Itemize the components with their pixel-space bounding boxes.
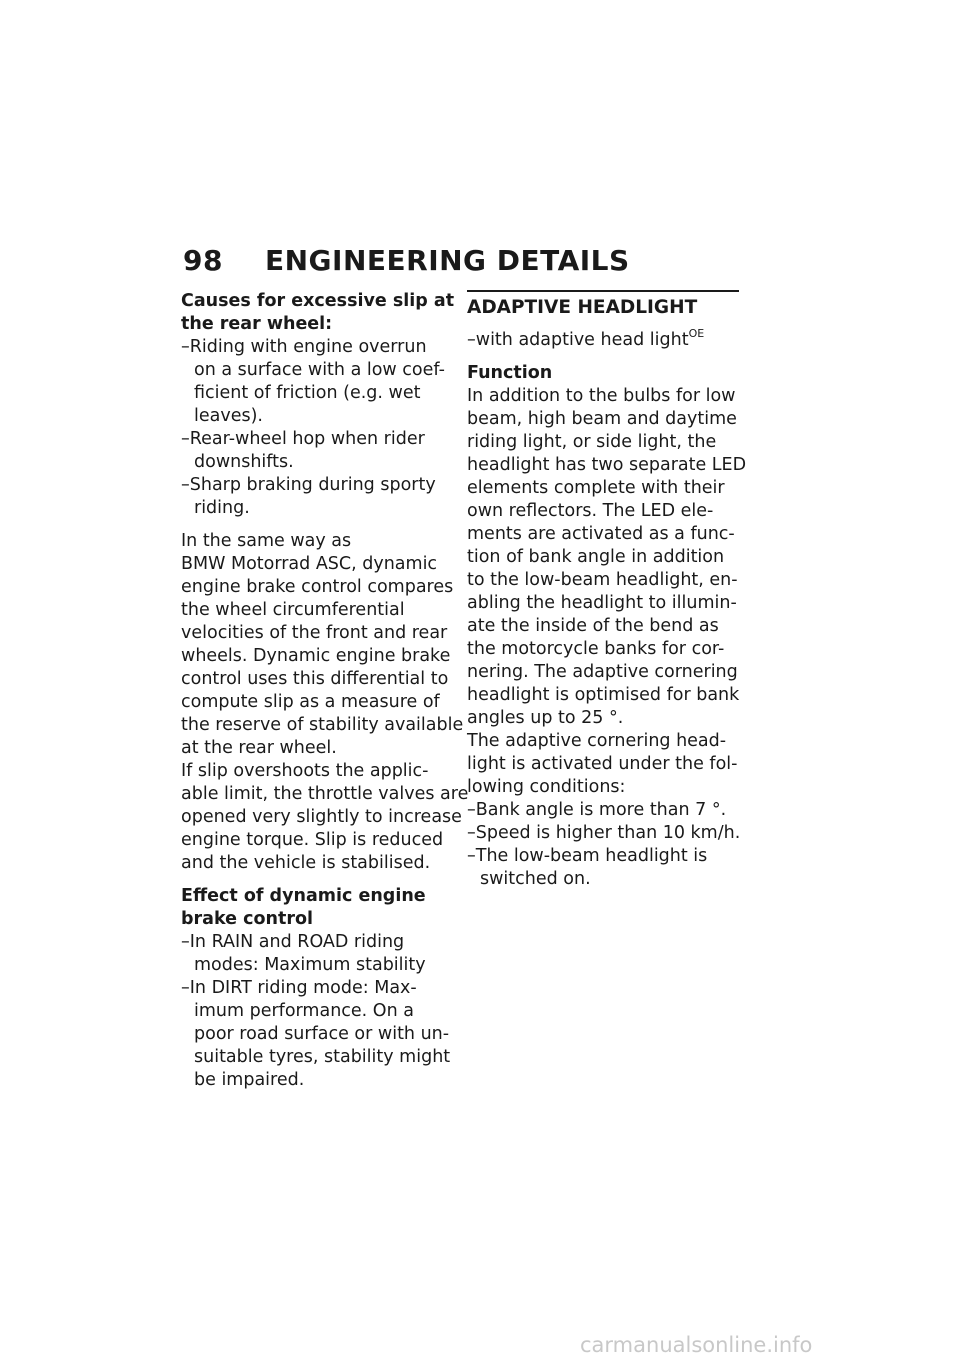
heading-causes-line-1: Causes for excessive slip at (181, 291, 455, 311)
paragraph-line: velocities of the front and rear (181, 623, 448, 643)
list-item-text: modes: Maximum stability (194, 955, 426, 975)
list-item-text: riding. (194, 498, 250, 518)
paragraph-line: able limit, the throttle valves are (181, 784, 469, 804)
list-item (181, 336, 451, 428)
list-item-text: –The low-beam headlight is (467, 846, 708, 866)
paragraph-line: engine torque. Slip is reduced (181, 830, 444, 850)
list-item-text: imum performance. On a (194, 1001, 414, 1021)
paragraph-line: riding light, or side light, the (467, 432, 717, 452)
spacer (181, 875, 451, 885)
paragraph-line: In the same way as (181, 531, 352, 551)
paragraph-line: compute slip as a measure of (181, 692, 440, 712)
list-item-text: –Bank angle is more than 7 °. (467, 800, 727, 820)
list-item (467, 845, 739, 891)
list-item-text: suitable tyres, stability might (194, 1047, 451, 1067)
list-item-text: –In RAIN and ROAD riding (181, 932, 405, 952)
option-equipment-mark: OE (688, 327, 705, 340)
list-item-text: downshifts. (194, 452, 294, 472)
list-item-text: poor road surface or with un- (194, 1024, 450, 1044)
paragraph-line: headlight is optimised for bank (467, 685, 740, 705)
list-item-text: on a surface with a low coef- (194, 360, 445, 380)
paragraph-line: ate the inside of the bend as (467, 616, 719, 636)
paragraph-line: headlight has two separate LED (467, 455, 747, 475)
paragraph-asc (181, 530, 469, 875)
list-conditions (467, 799, 739, 891)
paragraph-line: In addition to the bulbs for low (467, 386, 736, 406)
heading-causes-line-2: the rear wheel: (181, 314, 333, 334)
paragraph-line: ments are activated as a func- (467, 524, 735, 544)
list-item-text: –In DIRT riding mode: Max- (181, 978, 417, 998)
section-title: ADAPTIVE HEADLIGHT (467, 290, 739, 319)
right-column (467, 290, 747, 891)
paragraph-line: abling the headlight to illumin- (467, 593, 737, 613)
paragraph-line: lowing conditions: (467, 777, 626, 797)
paragraph-line: angles up to 25 °. (467, 708, 624, 728)
page-number: 98 (183, 244, 223, 277)
list-item (181, 977, 451, 1092)
paragraph-line: the wheel circumferential (181, 600, 405, 620)
paragraph-line: wheels. Dynamic engine brake (181, 646, 451, 666)
paragraph-line: light is activated under the fol- (467, 754, 738, 774)
list-causes (181, 336, 451, 520)
watermark: carmanualsonline.info (580, 1333, 813, 1357)
paragraph-line: to the low-beam headlight, en- (467, 570, 738, 590)
list-item (467, 822, 739, 845)
paragraph-line: the reserve of stability available (181, 715, 464, 735)
spacer (181, 520, 451, 530)
list-item-text: be impaired. (194, 1070, 305, 1090)
paragraph-line: and the vehicle is stabilised. (181, 853, 431, 873)
paragraph-line: BMW Motorrad ASC, dynamic (181, 554, 438, 574)
list-item-text: leaves). (194, 406, 263, 426)
list-item-text: switched on. (480, 869, 591, 889)
option-line (467, 329, 739, 352)
list-item-text: –Speed is higher than 10 km/h. (467, 823, 741, 843)
option-text: –with adaptive head light (467, 330, 689, 350)
paragraph-line: elements complete with their (467, 478, 725, 498)
list-item (467, 799, 739, 822)
paragraph-line: beam, high beam and daytime (467, 409, 737, 429)
spacer (467, 352, 739, 362)
paragraph-line: engine brake control compares (181, 577, 454, 597)
paragraph-line: nering. The adaptive cornering (467, 662, 738, 682)
list-effect (181, 931, 451, 1092)
paragraph-line: tion of bank angle in addition (467, 547, 725, 567)
paragraph-line: control uses this differential to (181, 669, 449, 689)
heading-effect-line-2: brake control (181, 909, 313, 929)
paragraph-line: at the rear wheel. (181, 738, 337, 758)
paragraph-line: opened very slightly to increase (181, 807, 462, 827)
list-item (181, 474, 451, 520)
list-item (181, 428, 451, 474)
list-item-text: ficient of friction (e.g. wet (194, 383, 421, 403)
list-item-text: –Sharp braking during sporty (181, 475, 436, 495)
paragraph-line: the motorcycle banks for cor- (467, 639, 725, 659)
paragraph-function (467, 385, 747, 799)
list-item-text: –Riding with engine overrun (181, 337, 427, 357)
paragraph-line: own reflectors. The LED ele- (467, 501, 714, 521)
page-header (183, 241, 630, 281)
subheading-function: Function (467, 363, 553, 383)
heading-effect-line-1: Effect of dynamic engine (181, 886, 426, 906)
paragraph-line: If slip overshoots the applic- (181, 761, 429, 781)
paragraph-line: The adaptive cornering head- (467, 731, 727, 751)
chapter-title: ENGINEERING DETAILS (265, 244, 630, 277)
list-item (181, 931, 451, 977)
left-column (181, 290, 469, 1092)
list-item-text: –Rear-wheel hop when rider (181, 429, 425, 449)
